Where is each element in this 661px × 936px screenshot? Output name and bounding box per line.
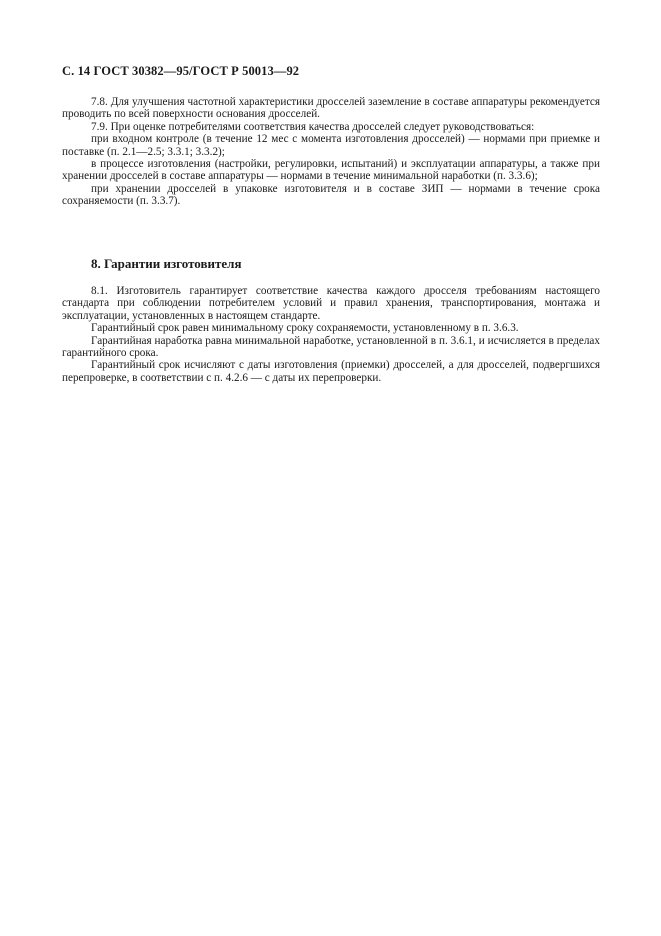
section-8-body xyxy=(62,285,600,384)
section-7-body xyxy=(62,96,600,208)
running-header: С. 14 ГОСТ 30382—95/ГОСТ Р 50013—92 xyxy=(62,64,300,78)
paragraph-7-8: 7.8. Для улучшения частотной характеристики дросселей заземление в составе аппаратуры рекомендуется проводить по всей поверхности основания дросселей. xyxy=(62,96,600,121)
paragraph-incoming-control: при входном контроле (в течение 12 мес с момента изготовления дросселей) — нормами при приемке и поставке (п. 2.1—2.5; 3.3.1; 3.3.2); xyxy=(62,133,600,158)
paragraph-warranty-start: Гарантийный срок исчисляют с даты изготовления (приемки) дросселей, а для дросселей, подвергшихся перепроверке, в соответствии с п. 4.2.6 — с даты их перепроверки. xyxy=(62,359,600,384)
section-8-title: 8. Гарантии изготовителя xyxy=(91,256,242,271)
paragraph-warranty-period: Гарантийный срок равен минимальному сроку сохраняемости, установленному в п. 3.6.3. xyxy=(91,322,519,335)
paragraph-8-1: 8.1. Изготовитель гарантирует соответствие качества каждого дросселя требованиям настоящего стандарта при соблюдении потребителем условий и правил хранения, транспортирования, монтажа и эксплуатации, установленных в настоящем стандарте. xyxy=(62,285,600,322)
paragraph-warranty-operating-time: Гарантийная наработка равна минимальной наработке, установленной в п. 3.6.1, и исчисляется в пределах гарантийного срока. xyxy=(62,334,600,360)
paragraph-manufacturing-process: в процессе изготовления (настройки, регулировки, испытаний) и эксплуатации аппаратуры, а также при хранении дросселей в составе аппаратуры — нормами в течение минимальной наработки (п. 3.3.6); xyxy=(62,158,600,183)
paragraph-7-9: 7.9. При оценке потребителями соответствия качества дросселей следует руководствоваться: xyxy=(91,120,535,133)
paragraph-storage-zip: при хранении дросселей в упаковке изготовителя и в составе ЗИП — нормами в течение срока сохраняемости (п. 3.3.7). xyxy=(62,182,600,208)
